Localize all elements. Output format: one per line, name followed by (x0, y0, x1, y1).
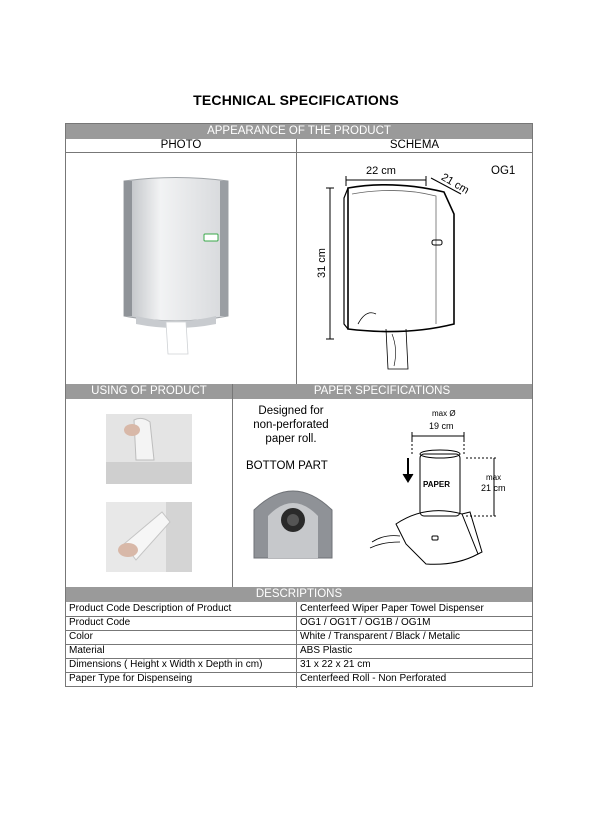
appearance-band: APPEARANCE OF THE PRODUCT (66, 124, 532, 139)
spec-sheet (65, 123, 533, 687)
table-row-label: Dimensions ( Height x Width x Depth in cm) (69, 659, 263, 670)
row-divider (66, 644, 532, 645)
table-row-label: Material (69, 645, 105, 656)
height-dimension: 31 cm (315, 248, 328, 278)
page-title: TECHNICAL SPECIFICATIONS (193, 92, 399, 108)
roll-max-diameter-label: max Ø (432, 409, 456, 418)
photo-header: PHOTO (66, 139, 296, 153)
width-dimension: 22 cm (366, 165, 396, 177)
note-line: paper roll. (265, 433, 317, 445)
table-row-label: Product Code Description of Product (69, 603, 232, 614)
table-row-value: 31 x 22 x 21 cm (300, 659, 371, 670)
depth-dimension: 21 cm (439, 171, 471, 197)
bottom-part-label: BOTTOM PART (246, 460, 328, 472)
roll-diameter: 19 cm (429, 421, 454, 431)
roll-height: 21 cm (481, 483, 506, 493)
bottom-part-image (250, 480, 336, 560)
divider (296, 602, 297, 688)
descriptions-band: DESCRIPTIONS (66, 587, 532, 602)
usage-photo-bottom (106, 502, 192, 572)
note-line: non-perforated (253, 419, 329, 431)
design-note (236, 404, 346, 446)
row-divider (66, 630, 532, 631)
table-row-label: Paper Type for Dispenseing (69, 673, 193, 684)
table-row-value: White / Transparent / Black / Metalic (300, 631, 461, 642)
paper-band-label: PAPER SPECIFICATIONS (313, 385, 451, 397)
table-row-label: Product Code (69, 617, 131, 628)
usage-band (66, 384, 532, 399)
paper-spec-drawing (366, 424, 496, 569)
note-line: Designed for (258, 405, 324, 417)
using-band-label: USING OF PRODUCT (91, 385, 207, 397)
table-row-value: Centerfeed Wiper Paper Towel Dispenser (300, 603, 484, 614)
usage-photo-top (106, 414, 192, 484)
divider (232, 384, 233, 587)
dispenser-photo (116, 176, 236, 361)
paper-label: PAPER (423, 480, 450, 489)
divider (296, 139, 297, 384)
table-row-value: Centerfeed Roll - Non Perforated (300, 673, 447, 684)
roll-max-height-label: max (486, 473, 502, 482)
table-row-value: OG1 / OG1T / OG1B / OG1M (300, 617, 431, 628)
dispenser-schema (326, 174, 476, 374)
row-divider (66, 616, 532, 617)
table-row-label: Color (69, 631, 93, 642)
schema-header: SCHEMA (297, 139, 532, 153)
model-code: OG1 (491, 165, 516, 177)
table-row-value: ABS Plastic (300, 645, 353, 656)
